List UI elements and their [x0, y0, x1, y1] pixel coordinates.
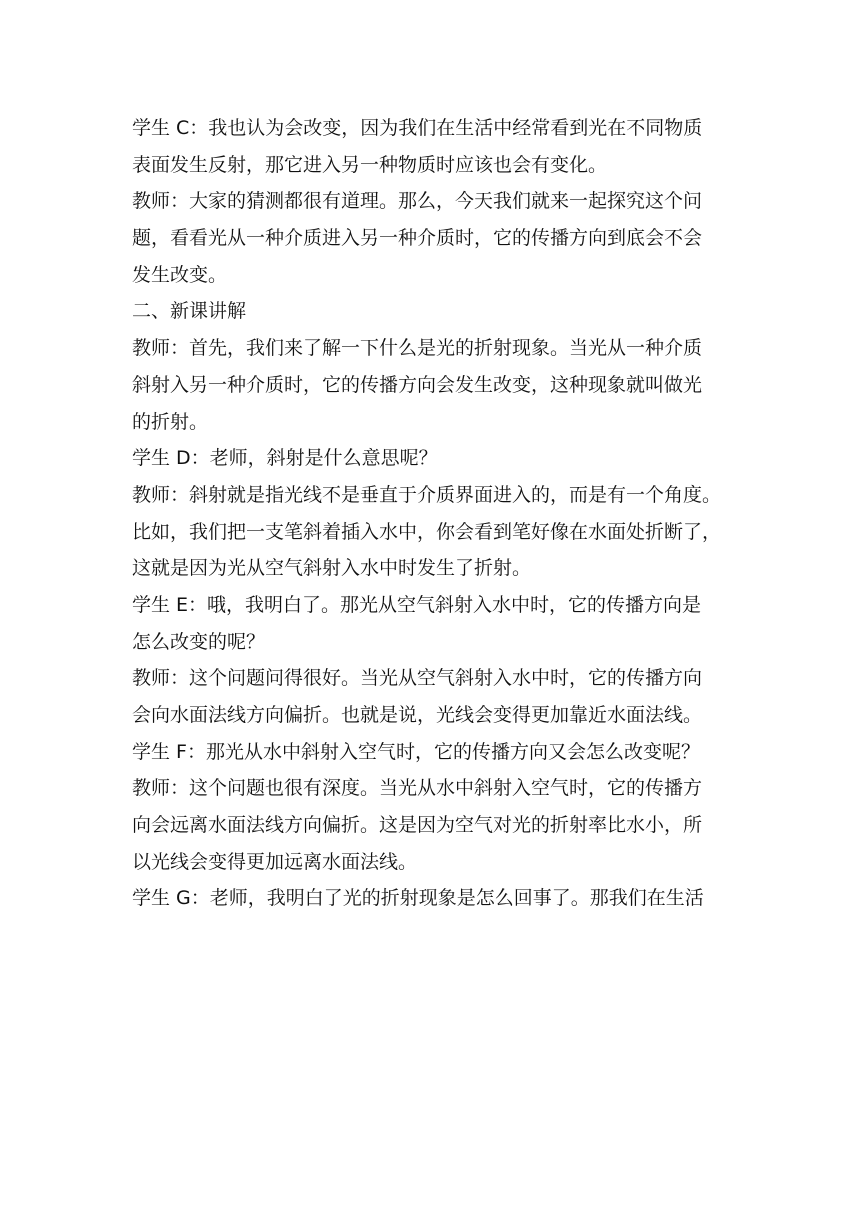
text-line: 学生 C：我也认为会改变，因为我们在生活中经常看到光在不同物质 [132, 117, 703, 139]
text-line: 学生 F：那光从水中斜射入空气时，它的传播方向又会怎么改变呢？ [132, 740, 700, 763]
text-line: 斜射入另一种介质时，它的传播方向会发生改变，这种现象就叫做光 [132, 373, 703, 396]
text-line: 教师：这个问题也很有深度。当光从水中斜射入空气时，它的传播方 [132, 777, 703, 800]
section-heading: 二、新课讲解 [132, 300, 247, 323]
text-line: 发生改变。 [132, 263, 228, 286]
text-line: 学生 D：老师，斜射是什么意思呢？ [132, 447, 438, 470]
text-line: 学生 E：哦，我明白了。那光从空气斜射入水中时，它的传播方向是 [132, 593, 702, 616]
text-line: 会向水面法线方向偏折。也就是说，光线会变得更加靠近水面法线。 [132, 704, 703, 726]
text-line: 学生 G：老师，我明白了光的折射现象是怎么回事了。那我们在生活 [132, 887, 704, 910]
text-line: 教师：首先，我们来了解一下什么是光的折射现象。当光从一种介质 [132, 337, 703, 360]
text-line: 比如，我们把一支笔斜着插入水中，你会看到笔好像在水面处折断了， [132, 520, 722, 543]
text-line: 的折射。 [132, 410, 209, 433]
text-line: 题，看看光从一种介质进入另一种介质时，它的传播方向到底会不会 [132, 227, 703, 250]
text-line: 以光线会变得更加远离水面法线。 [132, 850, 418, 873]
page-text [132, 110, 732, 917]
text-line: 这就是因为光从空气斜射入水中时发生了折射。 [132, 557, 532, 580]
text-line: 怎么改变的呢？ [132, 630, 266, 653]
text-line: 教师：大家的猜测都很有道理。那么，今天我们就来一起探究这个问 [132, 190, 703, 213]
text-line: 教师：斜射就是指光线不是垂直于介质界面进入的，而是有一个角度。 [132, 483, 722, 506]
text-line: 教师：这个问题问得很好。当光从空气斜射入水中时，它的传播方向 [132, 667, 703, 690]
text-line: 表面发生反射，那它进入另一种物质时应该也会有变化。 [132, 153, 608, 176]
text-line: 向会远离水面法线方向偏折。这是因为空气对光的折射率比水小，所 [132, 814, 703, 837]
